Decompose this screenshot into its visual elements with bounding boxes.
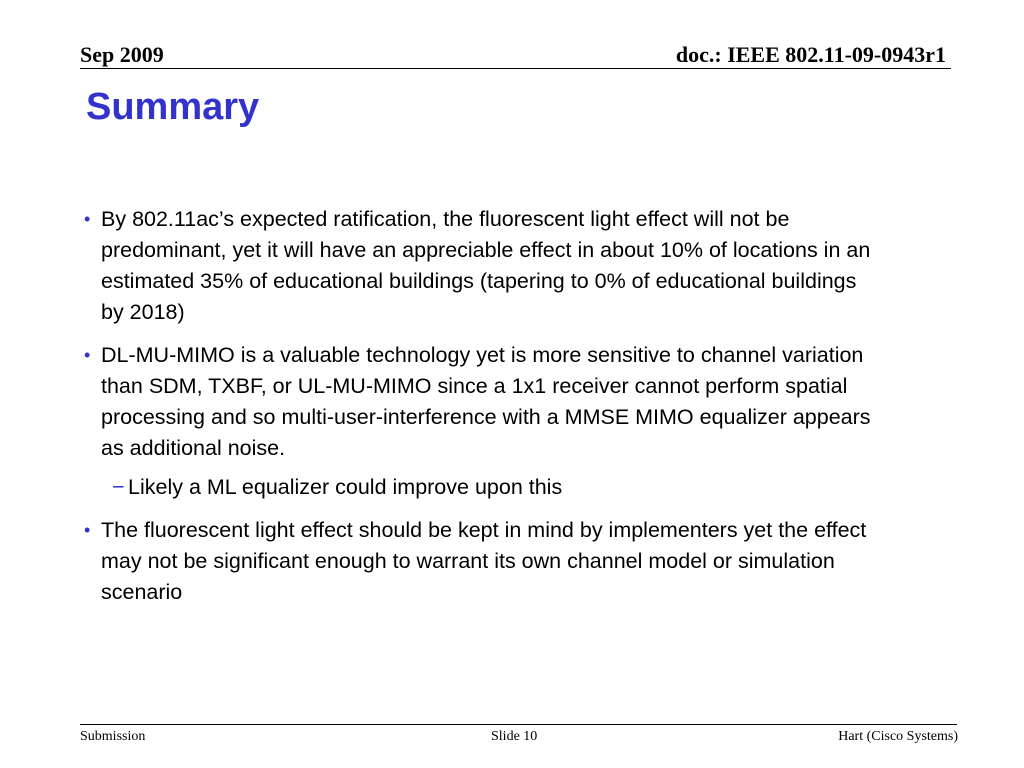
sub-bullet-item <box>84 472 884 503</box>
dash-marker-icon: − <box>112 475 125 499</box>
bullet-text: The fluorescent light effect should be kept in mind by implementers yet the effect may not be significant enough to warrant its own channel model or simulation scenario <box>101 518 867 604</box>
header-divider <box>80 68 951 69</box>
bullet-text: DL-MU-MIMO is a valuable technology yet is more sensitive to channel variation than SDM, TXBF, or UL-MU-MIMO since a 1x1 receiver cannot perform spatial processing and so multi-user-interference with a MMSE MIMO equalizer appears as additional noise. <box>101 343 871 460</box>
footer-divider <box>80 724 957 725</box>
bullet-marker-icon: • <box>84 209 91 229</box>
bullet-item <box>84 515 884 608</box>
sub-bullet-text: Likely a ML equalizer could improve upon this <box>128 475 563 499</box>
slide-content <box>84 204 884 620</box>
slide-title: Summary <box>86 86 260 128</box>
header-doc-id: doc.: IEEE 802.11-09-0943r1 <box>675 42 946 67</box>
bullet-marker-icon: • <box>84 345 91 365</box>
bullet-marker-icon: • <box>84 520 91 540</box>
footer-author: Hart (Cisco Systems) <box>838 729 958 744</box>
bullet-text: By 802.11ac’s expected ratification, the fluorescent light effect will not be predominant, yet it will have an appreciable effect in about 10% of locations in an estimated 35% of educational buildings (tapering to 0% of educational buildings by 2018) <box>101 207 871 324</box>
footer-slide-number: Slide 10 <box>491 729 538 744</box>
bullet-item <box>84 204 884 328</box>
header-date: Sep 2009 <box>80 42 164 67</box>
footer-submission: Submission <box>80 729 146 744</box>
bullet-item <box>84 340 884 464</box>
